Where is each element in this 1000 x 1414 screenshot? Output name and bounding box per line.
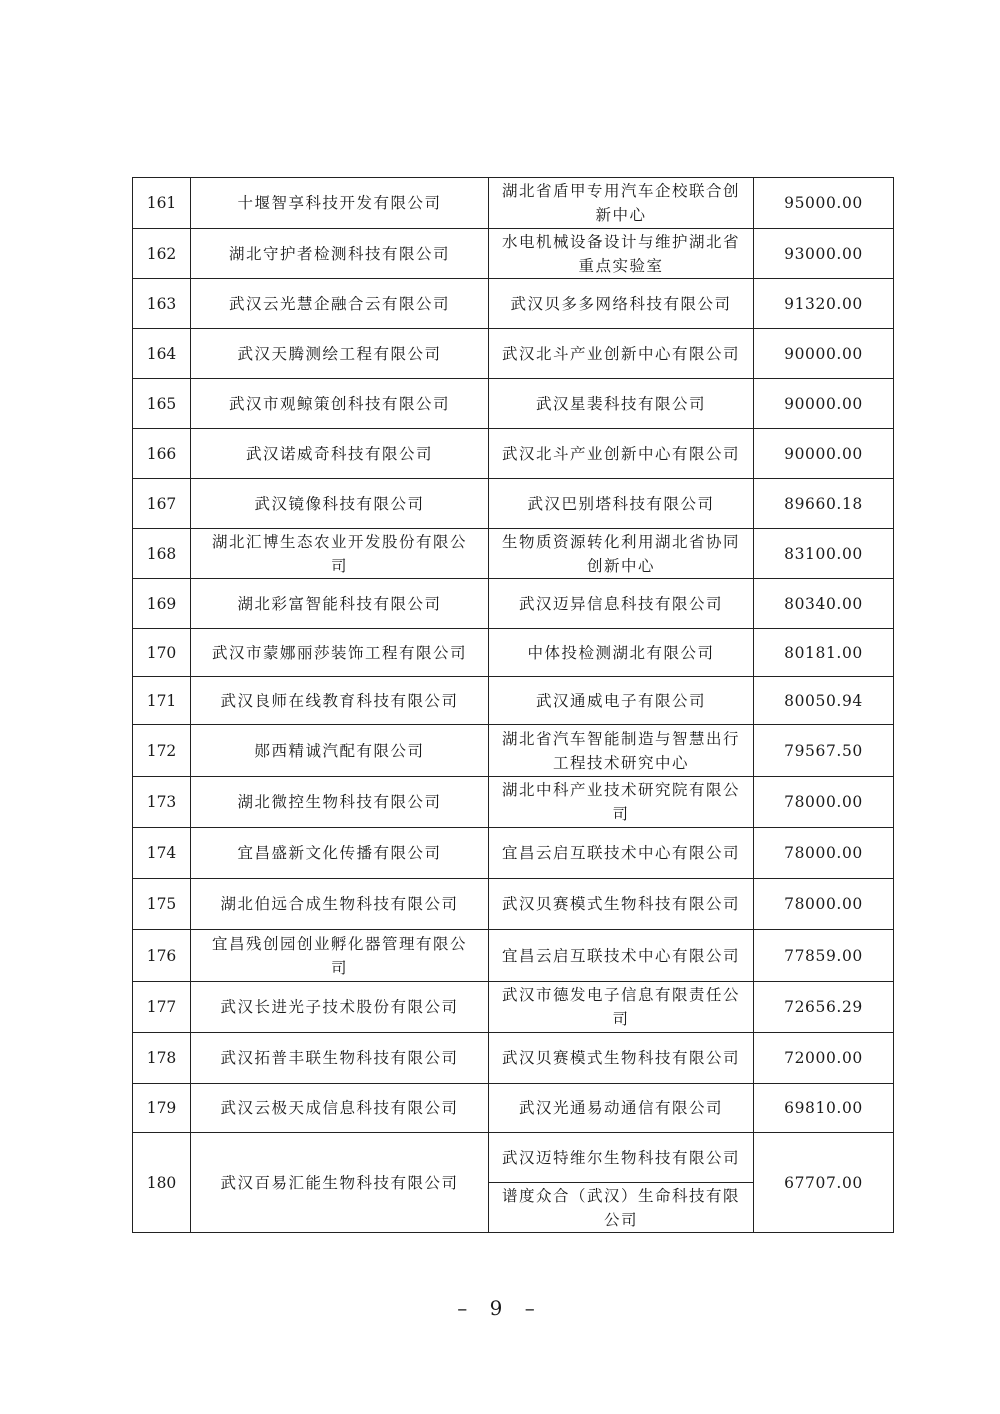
company-name: 武汉云极天成信息科技有限公司 bbox=[191, 1084, 489, 1133]
amount: 77859.00 bbox=[754, 930, 894, 982]
partner-name: 武汉市德发电子信息有限责任公司 bbox=[489, 982, 754, 1033]
partner-name: 武汉迈异信息科技有限公司 bbox=[489, 579, 754, 629]
company-name: 宜昌盛新文化传播有限公司 bbox=[191, 828, 489, 879]
partner-name: 宜昌云启互联技术中心有限公司 bbox=[489, 930, 754, 982]
partner-name: 武汉贝多多网络科技有限公司 bbox=[489, 279, 754, 329]
row-number: 164 bbox=[133, 329, 191, 379]
row-number: 173 bbox=[133, 777, 191, 828]
company-name: 武汉市蒙娜丽莎装饰工程有限公司 bbox=[191, 629, 489, 677]
partner-name: 宜昌云启互联技术中心有限公司 bbox=[489, 828, 754, 879]
row-number: 171 bbox=[133, 677, 191, 725]
partner-name: 水电机械设备设计与维护湖北省重点实验室 bbox=[489, 229, 754, 279]
company-name: 武汉云光慧企融合云有限公司 bbox=[191, 279, 489, 329]
amount: 78000.00 bbox=[754, 879, 894, 930]
row-number: 168 bbox=[133, 529, 191, 579]
row-number: 175 bbox=[133, 879, 191, 930]
company-name: 武汉天腾测绘工程有限公司 bbox=[191, 329, 489, 379]
row-number: 170 bbox=[133, 629, 191, 677]
amount: 90000.00 bbox=[754, 379, 894, 429]
company-name: 湖北汇博生态农业开发股份有限公司 bbox=[191, 529, 489, 579]
amount: 78000.00 bbox=[754, 828, 894, 879]
row-number: 176 bbox=[133, 930, 191, 982]
row-number: 177 bbox=[133, 982, 191, 1033]
amount: 89660.18 bbox=[754, 479, 894, 529]
company-name: 武汉长进光子技术股份有限公司 bbox=[191, 982, 489, 1033]
data-table bbox=[132, 177, 894, 1233]
company-name: 武汉拓普丰联生物科技有限公司 bbox=[191, 1033, 489, 1084]
company-name: 郧西精诚汽配有限公司 bbox=[191, 725, 489, 777]
partner-name: 武汉通威电子有限公司 bbox=[489, 677, 754, 725]
table-row bbox=[133, 1033, 894, 1084]
row-number: 167 bbox=[133, 479, 191, 529]
partner-name: 武汉贝赛模式生物科技有限公司 bbox=[489, 879, 754, 930]
table-row bbox=[133, 529, 894, 579]
table-row bbox=[133, 982, 894, 1033]
amount: 67707.00 bbox=[754, 1133, 894, 1233]
page-number: – 9 – bbox=[457, 1296, 543, 1320]
partner-name: 武汉星裴科技有限公司 bbox=[489, 379, 754, 429]
amount: 72000.00 bbox=[754, 1033, 894, 1084]
table-row bbox=[133, 429, 894, 479]
row-number: 166 bbox=[133, 429, 191, 479]
amount: 90000.00 bbox=[754, 329, 894, 379]
partner-name: 武汉北斗产业创新中心有限公司 bbox=[489, 329, 754, 379]
amount: 90000.00 bbox=[754, 429, 894, 479]
partner-name: 谱度众合（武汉）生命科技有限公司 bbox=[489, 1183, 754, 1233]
partner-name: 湖北中科产业技术研究院有限公司 bbox=[489, 777, 754, 828]
row-number: 161 bbox=[133, 178, 191, 229]
row-number: 165 bbox=[133, 379, 191, 429]
company-name: 武汉良师在线教育科技有限公司 bbox=[191, 677, 489, 725]
table-row bbox=[133, 777, 894, 828]
table-row bbox=[133, 930, 894, 982]
partner-name: 中体投检测湖北有限公司 bbox=[489, 629, 754, 677]
table-row bbox=[133, 329, 894, 379]
amount: 93000.00 bbox=[754, 229, 894, 279]
company-name: 湖北守护者检测科技有限公司 bbox=[191, 229, 489, 279]
table-row bbox=[133, 725, 894, 777]
company-name: 宜昌残创园创业孵化器管理有限公司 bbox=[191, 930, 489, 982]
partner-name: 生物质资源转化利用湖北省协同创新中心 bbox=[489, 529, 754, 579]
table-row bbox=[133, 629, 894, 677]
table-row bbox=[133, 279, 894, 329]
company-name: 湖北彩富智能科技有限公司 bbox=[191, 579, 489, 629]
row-number: 174 bbox=[133, 828, 191, 879]
amount: 78000.00 bbox=[754, 777, 894, 828]
row-number: 178 bbox=[133, 1033, 191, 1084]
table-row bbox=[133, 828, 894, 879]
table-row bbox=[133, 178, 894, 229]
company-name: 武汉诺威奇科技有限公司 bbox=[191, 429, 489, 479]
table-row bbox=[133, 879, 894, 930]
row-number: 180 bbox=[133, 1133, 191, 1233]
table-row bbox=[133, 379, 894, 429]
table-row bbox=[133, 1133, 894, 1183]
partner-name: 武汉北斗产业创新中心有限公司 bbox=[489, 429, 754, 479]
company-name: 武汉镜像科技有限公司 bbox=[191, 479, 489, 529]
amount: 95000.00 bbox=[754, 178, 894, 229]
company-name: 武汉市观鲸策创科技有限公司 bbox=[191, 379, 489, 429]
partner-name: 武汉迈特维尔生物科技有限公司 bbox=[489, 1133, 754, 1183]
row-number: 172 bbox=[133, 725, 191, 777]
table-row bbox=[133, 479, 894, 529]
company-name: 湖北微控生物科技有限公司 bbox=[191, 777, 489, 828]
company-name: 湖北伯远合成生物科技有限公司 bbox=[191, 879, 489, 930]
company-name: 武汉百易汇能生物科技有限公司 bbox=[191, 1133, 489, 1233]
amount: 80340.00 bbox=[754, 579, 894, 629]
partner-name: 武汉巴别塔科技有限公司 bbox=[489, 479, 754, 529]
amount: 91320.00 bbox=[754, 279, 894, 329]
partner-name: 武汉贝赛模式生物科技有限公司 bbox=[489, 1033, 754, 1084]
row-number: 169 bbox=[133, 579, 191, 629]
partner-name: 湖北省汽车智能制造与智慧出行工程技术研究中心 bbox=[489, 725, 754, 777]
table-row bbox=[133, 1084, 894, 1133]
row-number: 179 bbox=[133, 1084, 191, 1133]
table-row bbox=[133, 677, 894, 725]
amount: 79567.50 bbox=[754, 725, 894, 777]
table-row bbox=[133, 579, 894, 629]
row-number: 162 bbox=[133, 229, 191, 279]
partner-name: 武汉光通易动通信有限公司 bbox=[489, 1084, 754, 1133]
table-row bbox=[133, 229, 894, 279]
amount: 72656.29 bbox=[754, 982, 894, 1033]
amount: 80181.00 bbox=[754, 629, 894, 677]
partner-name: 湖北省盾甲专用汽车企校联合创新中心 bbox=[489, 178, 754, 229]
amount: 69810.00 bbox=[754, 1084, 894, 1133]
amount: 83100.00 bbox=[754, 529, 894, 579]
company-name: 十堰智享科技开发有限公司 bbox=[191, 178, 489, 229]
row-number: 163 bbox=[133, 279, 191, 329]
amount: 80050.94 bbox=[754, 677, 894, 725]
